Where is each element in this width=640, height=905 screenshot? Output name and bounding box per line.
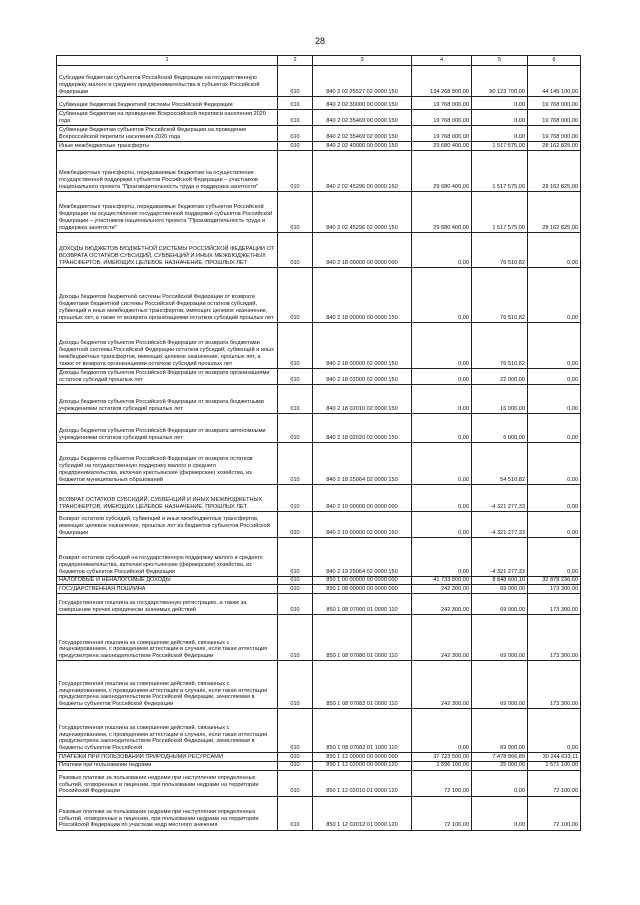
column-header: 3 <box>313 56 412 66</box>
row-approved-amount-cell: 0,00 <box>412 322 472 368</box>
row-unexecuted-amount-cell: 19 768 000,00 <box>528 126 581 142</box>
row-unexecuted-amount-cell: 173 300,00 <box>528 661 581 709</box>
row-name-cell: Разовые платежи за пользование недрами при наступлении определенных событий, оговоренных в лицензии, при пользовании недрами на территории Российской Федерации <box>57 770 278 796</box>
table-row <box>57 576 581 585</box>
row-executed-amount-cell: 22 000,00 <box>472 368 528 384</box>
row-budget-code-cell: 840 2 18 02000 02 0000 150 <box>313 368 412 384</box>
row-approved-amount-cell: 0,00 <box>412 232 472 267</box>
row-line-code-cell: 010 <box>278 97 313 110</box>
row-line-code-cell: 010 <box>278 761 313 770</box>
table-row <box>57 413 581 442</box>
row-approved-amount-cell: 0,00 <box>412 537 472 576</box>
table-row <box>57 537 581 576</box>
row-executed-amount-cell: 0,00 <box>472 770 528 796</box>
table-row <box>57 761 581 770</box>
header-row <box>57 56 581 66</box>
row-budget-code-cell: 840 2 02 35469 00 0000 150 <box>313 110 412 126</box>
row-budget-code-cell: 850 1 08 07000 01 0000 110 <box>313 594 412 615</box>
row-unexecuted-amount-cell: 32 878 236,60 <box>528 576 581 585</box>
table-row <box>57 753 581 762</box>
row-approved-amount-cell: 72 100,00 <box>412 770 472 796</box>
row-line-code-cell: 010 <box>278 191 313 232</box>
row-name-cell: Государственная пошлина за государственную регистрацию, а также за совершение прочих юридически значимых действий <box>57 594 278 615</box>
table-row <box>57 368 581 384</box>
table-row <box>57 142 581 151</box>
row-executed-amount-cell: 54 510,82 <box>472 442 528 484</box>
row-executed-amount-cell: 1 517 575,00 <box>472 150 528 191</box>
row-approved-amount-cell: 0,00 <box>412 442 472 484</box>
column-header: 2 <box>278 56 313 66</box>
table-row <box>57 322 581 368</box>
table-row <box>57 126 581 142</box>
row-line-code-cell: 010 <box>278 66 313 97</box>
row-budget-code-cell: 840 2 18 00000 00 0000 150 <box>313 267 412 322</box>
row-budget-code-cell: 850 1 00 00000 00 0000 000 <box>313 576 412 585</box>
table-row <box>57 267 581 322</box>
row-approved-amount-cell: 37 723 500,00 <box>412 753 472 762</box>
row-budget-code-cell: 840 2 02 35469 02 0000 150 <box>313 126 412 142</box>
row-name-cell: Субвенции бюджетам субъектов Российской Федерации на проведение Всероссийской переписи населения 2020 года <box>57 126 278 142</box>
row-line-code-cell: 010 <box>278 142 313 151</box>
row-unexecuted-amount-cell: 1 571 100,00 <box>528 761 581 770</box>
row-name-cell: Субвенции бюджетам на проведение Всероссийской переписи населения 2020 года <box>57 110 278 126</box>
row-unexecuted-amount-cell: 173 300,00 <box>528 594 581 615</box>
table-row <box>57 150 581 191</box>
column-header: 5 <box>472 56 528 66</box>
row-approved-amount-cell: 0,00 <box>412 368 472 384</box>
row-executed-amount-cell: 76 510,82 <box>472 232 528 267</box>
row-budget-code-cell: 850 1 08 07082 01 0000 110 <box>313 661 412 709</box>
row-executed-amount-cell: 76 510,82 <box>472 267 528 322</box>
row-executed-amount-cell: 69 000,00 <box>472 709 528 753</box>
row-name-cell: Разовые платежи за пользование недрами при наступлении определенных событий, оговоренных в лицензии, при пользовании недрами на территории Российской Федерации по участкам недр местного значения <box>57 796 278 830</box>
row-name-cell: Доходы бюджетов бюджетной системы Российской Федерации от возврата бюджетами бюджетной системы Российской Федерации остатков субсидий, субвенций и иных межбюджетных трансфертов, имеющих целевое назначение, прошлых лет, а также от возврата организациями остатков субсидий прошлых лет <box>57 267 278 322</box>
row-budget-code-cell: 840 2 02 45296 00 0000 150 <box>313 150 412 191</box>
row-line-code-cell: 010 <box>278 110 313 126</box>
row-executed-amount-cell: 1 517 575,00 <box>472 191 528 232</box>
row-line-code-cell: 010 <box>278 615 313 661</box>
row-name-cell: Государственная пошлина за совершение действий, связанных с лицензированием, с проведением аттестации в случаях, если такая аттестация предусмотрена законодательством Российской Федерации, зачисляемая в бюджеты субъектов Российской Федерации <box>57 661 278 709</box>
row-approved-amount-cell: 0,00 <box>412 511 472 537</box>
row-approved-amount-cell: 0,00 <box>412 484 472 511</box>
row-unexecuted-amount-cell: 173 300,00 <box>528 615 581 661</box>
row-name-cell: Межбюджетные трансферты, передаваемые бюджетам на осуществление государственной поддержки субъектов Российской Федерации – участников национального проекта "Производительность труда и поддержка занятости" <box>57 150 278 191</box>
row-line-code-cell: 010 <box>278 511 313 537</box>
row-approved-amount-cell: 29 680 400,00 <box>412 142 472 151</box>
row-line-code-cell: 010 <box>278 442 313 484</box>
row-executed-amount-cell: 90 123 700,00 <box>472 66 528 97</box>
row-unexecuted-amount-cell: 0,00 <box>528 232 581 267</box>
table-row <box>57 615 581 661</box>
row-budget-code-cell: 850 1 08 00000 00 0000 000 <box>313 585 412 594</box>
row-approved-amount-cell: 19 768 000,00 <box>412 97 472 110</box>
table-row <box>57 232 581 267</box>
row-name-cell: ДОХОДЫ БЮДЖЕТОВ БЮДЖЕТНОЙ СИСТЕМЫ РОССИЙСКОЙ ФЕДЕРАЦИИ ОТ ВОЗВРАТА ОСТАТКОВ СУБСИДИЙ, СУБВЕНЦИЙ И ИНЫХ МЕЖБЮДЖЕТНЫХ ТРАНСФЕРТОВ, ИМЕЮЩИХ ЦЕЛЕВОЕ НАЗНАЧЕНИЕ, ПРОШЛЫХ ЛЕТ <box>57 232 278 267</box>
row-unexecuted-amount-cell: 72 100,00 <box>528 770 581 796</box>
page-number: 28 <box>314 36 325 46</box>
row-budget-code-cell: 840 2 19 00000 02 0000 150 <box>313 511 412 537</box>
row-line-code-cell: 010 <box>278 368 313 384</box>
row-line-code-cell: 010 <box>278 322 313 368</box>
table-row <box>57 191 581 232</box>
row-approved-amount-cell: 0,00 <box>412 267 472 322</box>
row-name-cell: ПЛАТЕЖИ ПРИ ПОЛЬЗОВАНИИ ПРИРОДНЫМИ РЕСУРСАМИ <box>57 753 278 762</box>
row-budget-code-cell: 840 2 18 25064 02 0000 150 <box>313 442 412 484</box>
table-row <box>57 770 581 796</box>
row-budget-code-cell: 840 2 19 00000 00 0000 000 <box>313 484 412 511</box>
table-row <box>57 384 581 413</box>
row-unexecuted-amount-cell: 0,00 <box>528 322 581 368</box>
row-unexecuted-amount-cell: 0,00 <box>528 511 581 537</box>
row-name-cell: Доходы бюджетов субъектов Российской Федерации от возврата автономными учреждениями остатков субсидий прошлых лет <box>57 413 278 442</box>
table-row <box>57 511 581 537</box>
table-row <box>57 796 581 830</box>
row-name-cell: Возврат остатков субсидий, субвенций и иных межбюджетных трансфертов, имеющих целевое назначение, прошлых лет из бюджетов субъектов Российской Федерации <box>57 511 278 537</box>
row-unexecuted-amount-cell: 28 162 825,00 <box>528 142 581 151</box>
row-budget-code-cell: 850 1 12 02010 01 0000 120 <box>313 770 412 796</box>
row-executed-amount-cell: 8 848 600,10 <box>472 576 528 585</box>
row-unexecuted-amount-cell: 173 300,00 <box>528 585 581 594</box>
row-executed-amount-cell: 76 510,82 <box>472 322 528 368</box>
row-name-cell: НАЛОГОВЫЕ И НЕНАЛОГОВЫЕ ДОХОДЫ <box>57 576 278 585</box>
row-executed-amount-cell: 6 000,00 <box>472 413 528 442</box>
row-unexecuted-amount-cell: 30 244 633,11 <box>528 753 581 762</box>
row-approved-amount-cell: 242 300,00 <box>412 615 472 661</box>
row-line-code-cell: 010 <box>278 753 313 762</box>
row-unexecuted-amount-cell: 0,00 <box>528 484 581 511</box>
row-name-cell: Доходы бюджетов субъектов Российской Федерации от возврата бюджетами бюджетной системы Российской Федерации остатков субсидий, субвенций и иных межбюджетных трансфертов, имеющих целевое назначение, прошлых лет, а также от возврата организациями остатков субсидий прошлых лет <box>57 322 278 368</box>
row-approved-amount-cell: 1 596 100,00 <box>412 761 472 770</box>
row-budget-code-cell: 850 1 12 00000 00 0000 000 <box>313 753 412 762</box>
row-budget-code-cell: 840 2 19 25064 02 0000 150 <box>313 537 412 576</box>
row-line-code-cell: 010 <box>278 594 313 615</box>
row-budget-code-cell: 840 2 02 45296 02 0000 150 <box>313 191 412 232</box>
row-line-code-cell: 010 <box>278 576 313 585</box>
row-budget-code-cell: 840 2 18 00000 00 0000 000 <box>313 232 412 267</box>
row-approved-amount-cell: 41 733 800,00 <box>412 576 472 585</box>
row-name-cell: Доходы бюджетов субъектов Российской Федерации от возврата организациями остатков субсидий прошлых лет <box>57 368 278 384</box>
row-unexecuted-amount-cell: 72 100,00 <box>528 796 581 830</box>
row-name-cell: Государственная пошлина за совершение действий, связанных с лицензированием, с проведением аттестации в случаях, если такая аттестация предусмотрена законодательством Российской Федерации, зачисляемая в бюджеты субъектов Российской <box>57 709 278 753</box>
table-row <box>57 66 581 97</box>
row-name-cell: ВОЗВРАТ ОСТАТКОВ СУБСИДИЙ, СУБВЕНЦИЙ И ИНЫХ МЕЖБЮДЖЕТНЫХ ТРАНСФЕРТОВ, ИМЕЮЩИХ ЦЕЛЕВОЕ НАЗНАЧЕНИЕ, ПРОШЛЫХ ЛЕТ <box>57 484 278 511</box>
row-line-code-cell: 010 <box>278 770 313 796</box>
row-approved-amount-cell: 242 300,00 <box>412 585 472 594</box>
row-executed-amount-cell: 16 000,00 <box>472 384 528 413</box>
row-approved-amount-cell: 242 300,00 <box>412 661 472 709</box>
row-executed-amount-cell: -4 321 277,33 <box>472 484 528 511</box>
row-budget-code-cell: 850 1 08 07080 01 0000 110 <box>313 615 412 661</box>
row-unexecuted-amount-cell: 19 768 000,00 <box>528 110 581 126</box>
row-line-code-cell: 010 <box>278 537 313 576</box>
row-name-cell: ГОСУДАРСТВЕННАЯ ПОШЛИНА <box>57 585 278 594</box>
row-line-code-cell: 010 <box>278 585 313 594</box>
row-line-code-cell: 010 <box>278 709 313 753</box>
row-budget-code-cell: 850 1 08 07082 01 1000 110 <box>313 709 412 753</box>
row-line-code-cell: 010 <box>278 484 313 511</box>
row-approved-amount-cell: 242 300,00 <box>412 594 472 615</box>
row-line-code-cell: 010 <box>278 796 313 830</box>
row-name-cell: Государственная пошлина за совершение действий, связанных с лицензированием, с проведением аттестации в случаях, если такая аттестация предусмотрена законодательством Российской Федерации <box>57 615 278 661</box>
row-unexecuted-amount-cell: 28 162 825,00 <box>528 150 581 191</box>
row-executed-amount-cell: -4 321 277,33 <box>472 511 528 537</box>
row-approved-amount-cell: 19 768 000,00 <box>412 110 472 126</box>
row-name-cell: Иные межбюджетные трансферты <box>57 142 278 151</box>
row-executed-amount-cell: 69 000,00 <box>472 615 528 661</box>
table-row <box>57 484 581 511</box>
table-row <box>57 110 581 126</box>
row-executed-amount-cell: -4 321 277,33 <box>472 537 528 576</box>
row-executed-amount-cell: 1 517 575,00 <box>472 142 528 151</box>
row-executed-amount-cell: 0,00 <box>472 97 528 110</box>
row-budget-code-cell: 850 1 12 02012 01 0000 120 <box>313 796 412 830</box>
row-name-cell: Субсидии бюджетам субъектов Российской Федерации на государственную поддержку малого и среднего предпринимательства в субъектах Российской Федерации <box>57 66 278 97</box>
row-line-code-cell: 010 <box>278 661 313 709</box>
table-row <box>57 442 581 484</box>
table-row <box>57 97 581 110</box>
row-unexecuted-amount-cell: 0,00 <box>528 267 581 322</box>
row-approved-amount-cell: 29 680 400,00 <box>412 150 472 191</box>
row-executed-amount-cell: 69 000,00 <box>472 585 528 594</box>
row-approved-amount-cell: 0,00 <box>412 384 472 413</box>
row-unexecuted-amount-cell: 0,00 <box>528 442 581 484</box>
row-line-code-cell: 010 <box>278 150 313 191</box>
row-approved-amount-cell: 72 100,00 <box>412 796 472 830</box>
row-unexecuted-amount-cell: 19 768 000,00 <box>528 97 581 110</box>
row-line-code-cell: 010 <box>278 413 313 442</box>
row-executed-amount-cell: 7 478 866,89 <box>472 753 528 762</box>
budget-table <box>56 55 581 831</box>
column-header: 4 <box>412 56 472 66</box>
column-header: 6 <box>528 56 581 66</box>
row-line-code-cell: 010 <box>278 232 313 267</box>
row-budget-code-cell: 840 2 18 02010 02 0000 150 <box>313 384 412 413</box>
row-approved-amount-cell: 0,00 <box>412 709 472 753</box>
row-name-cell: Платежи при пользовании недрами <box>57 761 278 770</box>
row-name-cell: Доходы бюджетов субъектов Российской Федерации от возврата остатков субсидий на государственную поддержку малого и среднего предпринимательства, включая крестьянские (фермерские) хозяйства, из бюджетов муниципальных образований <box>57 442 278 484</box>
table-row <box>57 594 581 615</box>
row-approved-amount-cell: 134 268 800,00 <box>412 66 472 97</box>
row-approved-amount-cell: 0,00 <box>412 413 472 442</box>
row-name-cell: Субвенции бюджетам бюджетной системы Российской Федерации <box>57 97 278 110</box>
table-row <box>57 661 581 709</box>
row-unexecuted-amount-cell: 0,00 <box>528 368 581 384</box>
row-unexecuted-amount-cell: 0,00 <box>528 413 581 442</box>
table-row <box>57 709 581 753</box>
row-name-cell: Доходы бюджетов субъектов Российской Федерации от возврата бюджетными учреждениями остатков субсидий прошлых лет <box>57 384 278 413</box>
table-row <box>57 585 581 594</box>
row-executed-amount-cell: 0,00 <box>472 110 528 126</box>
row-executed-amount-cell: 25 000,00 <box>472 761 528 770</box>
row-unexecuted-amount-cell: 28 162 825,00 <box>528 191 581 232</box>
row-unexecuted-amount-cell: 0,00 <box>528 384 581 413</box>
row-line-code-cell: 010 <box>278 126 313 142</box>
row-executed-amount-cell: 0,00 <box>472 796 528 830</box>
row-executed-amount-cell: 69 000,00 <box>472 594 528 615</box>
row-unexecuted-amount-cell: 0,00 <box>528 709 581 753</box>
row-name-cell: Возврат остатков субсидий на государственную поддержку малого и среднего предпринимательства, включая крестьянские (фермерские) хозяйства, из бюджетов субъектов Российской Федерации <box>57 537 278 576</box>
row-executed-amount-cell: 69 000,00 <box>472 661 528 709</box>
row-unexecuted-amount-cell: 44 145 100,00 <box>528 66 581 97</box>
column-header: 1 <box>57 56 278 66</box>
row-unexecuted-amount-cell: 0,00 <box>528 537 581 576</box>
row-approved-amount-cell: 19 768 000,00 <box>412 126 472 142</box>
row-budget-code-cell: 840 2 02 25527 02 0000 150 <box>313 66 412 97</box>
row-line-code-cell: 010 <box>278 384 313 413</box>
row-name-cell: Межбюджетные трансферты, передаваемые бюджетам субъектов Российской Федерации на осуществление государственной поддержки субъектов Российской Федерации – участников национального проекта "Производительность труда и поддержка занятости" <box>57 191 278 232</box>
row-budget-code-cell: 840 2 18 00000 02 0000 150 <box>313 322 412 368</box>
row-budget-code-cell: 840 2 02 40000 00 0000 150 <box>313 142 412 151</box>
row-approved-amount-cell: 29 680 400,00 <box>412 191 472 232</box>
row-executed-amount-cell: 0,00 <box>472 126 528 142</box>
row-budget-code-cell: 840 2 02 30000 00 0000 150 <box>313 97 412 110</box>
row-budget-code-cell: 850 1 12 02000 00 0000 120 <box>313 761 412 770</box>
row-line-code-cell: 010 <box>278 267 313 322</box>
row-budget-code-cell: 840 2 18 02020 02 0000 150 <box>313 413 412 442</box>
